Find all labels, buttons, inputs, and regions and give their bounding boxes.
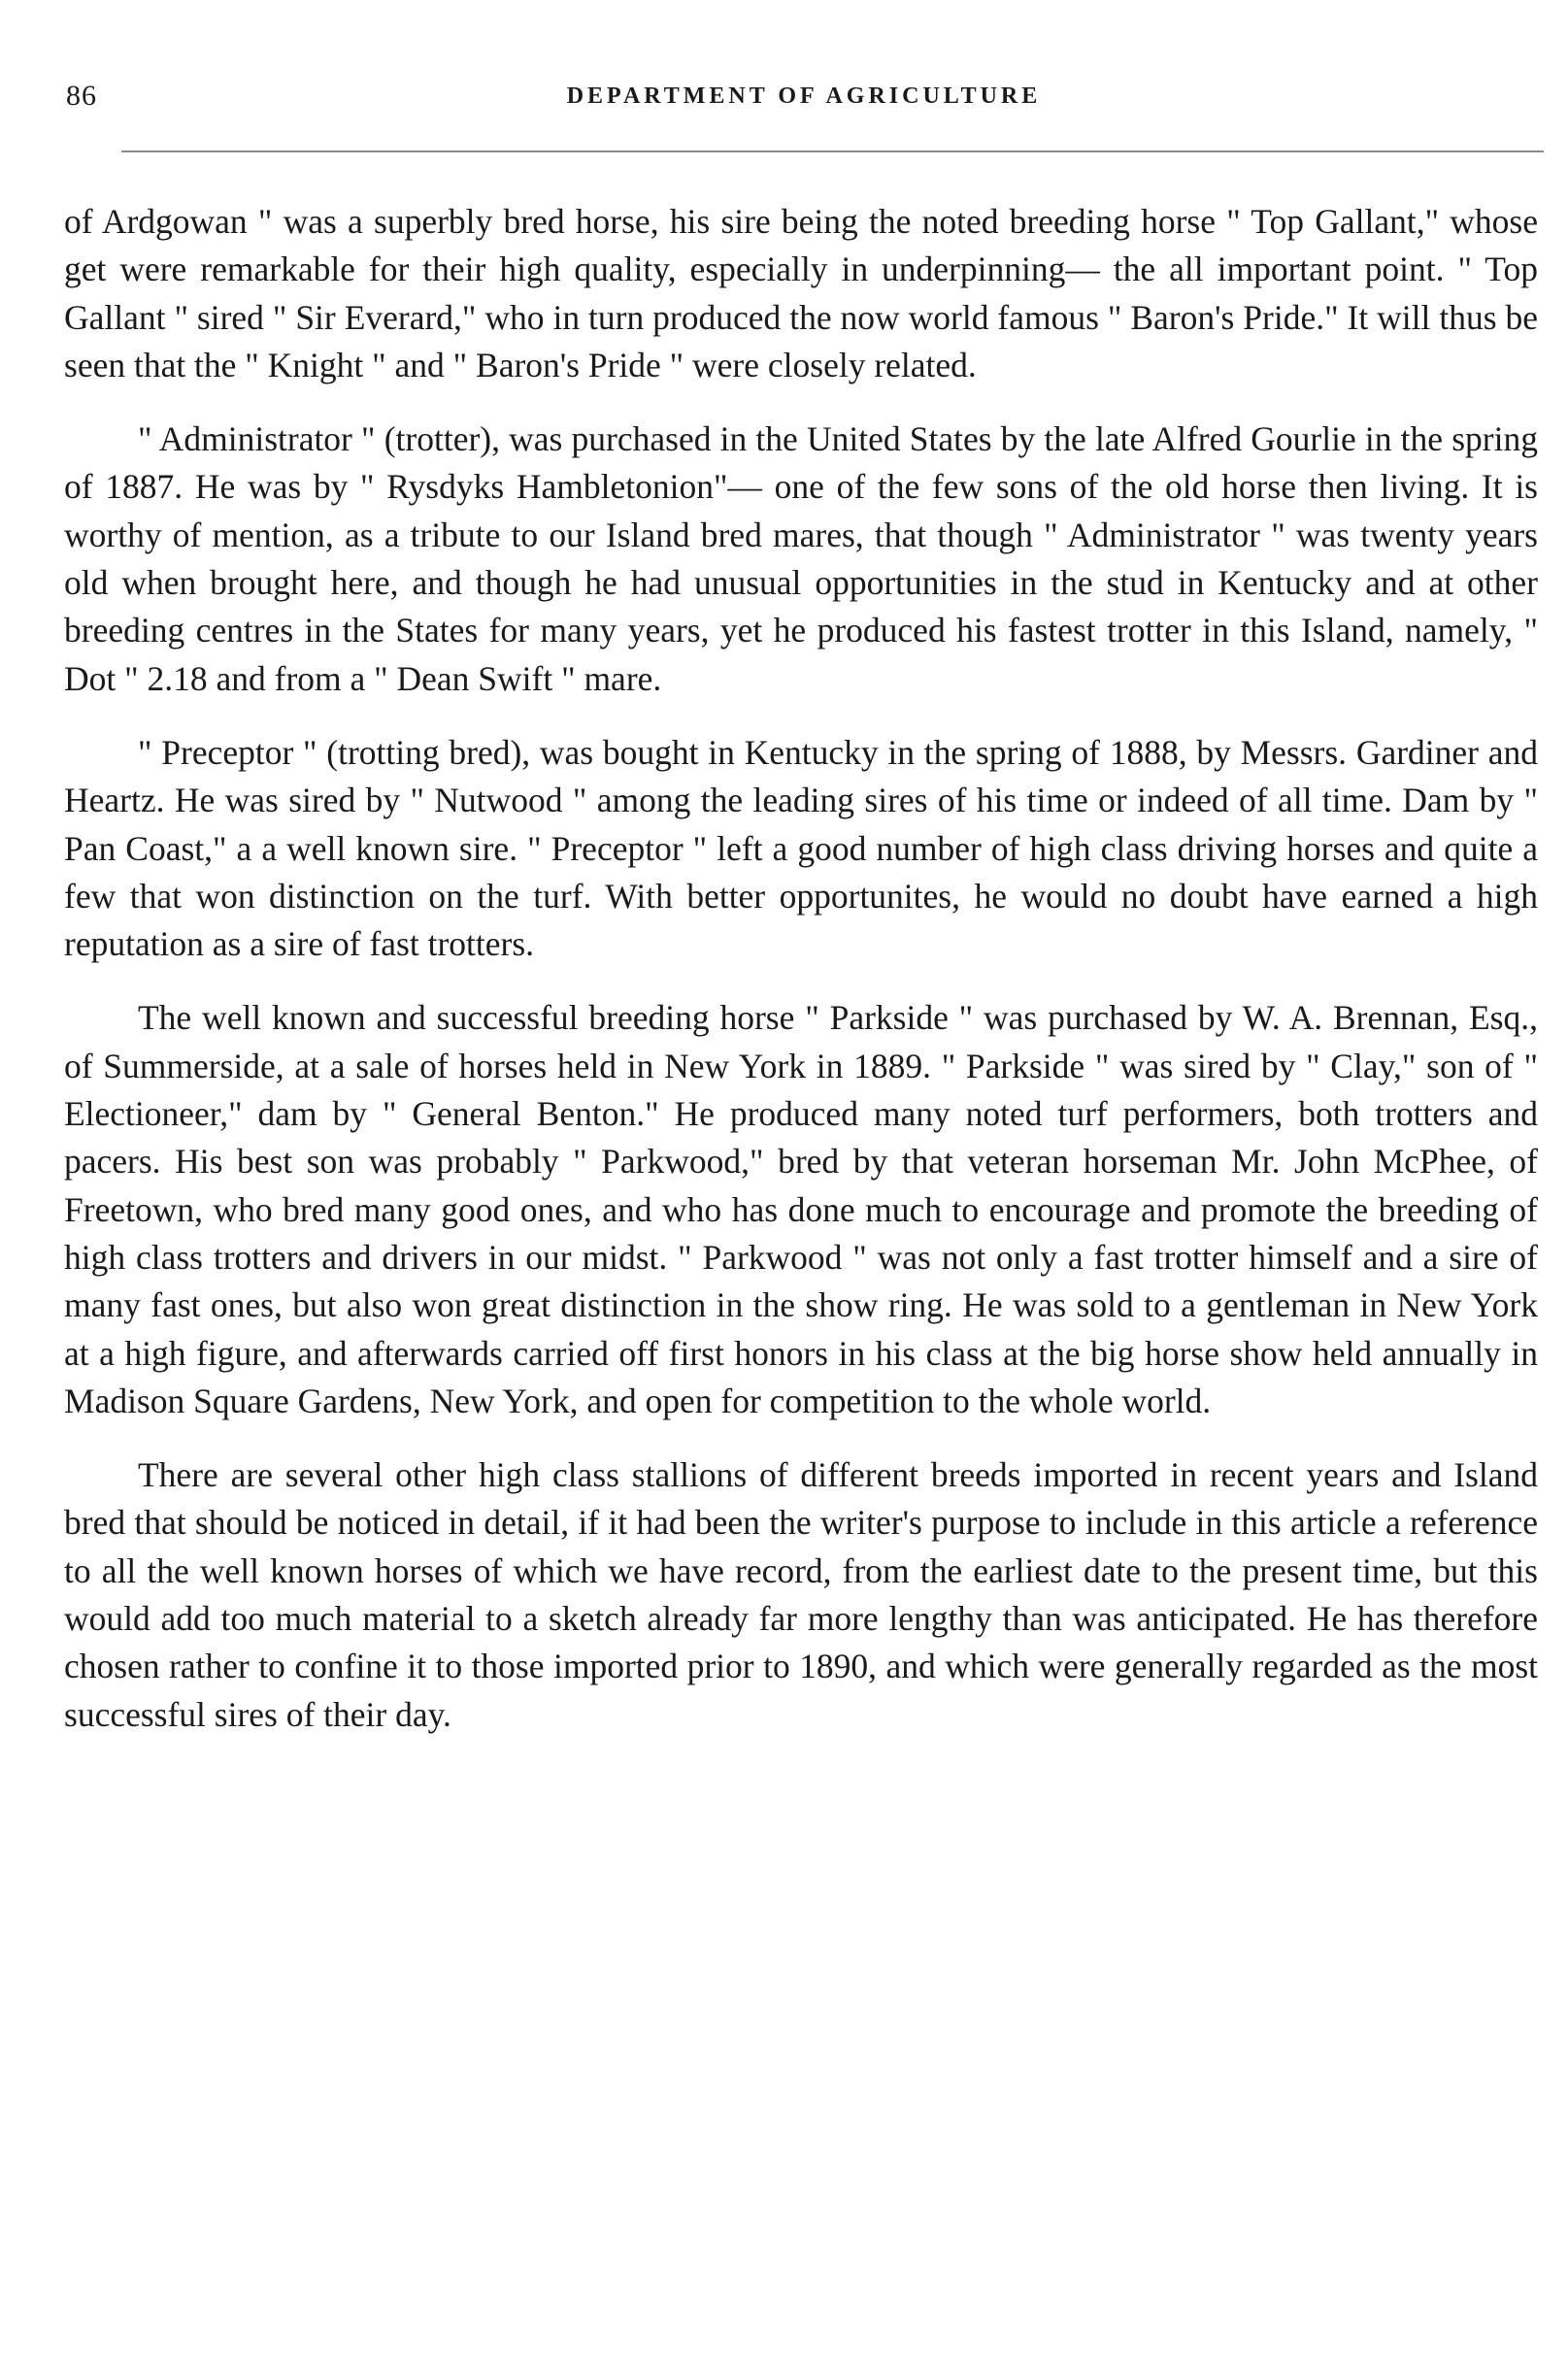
page-number: 86 (66, 80, 97, 112)
body-text (64, 198, 1538, 1765)
paragraph-administrator: " Administrator " (trotter), was purchased in the United States by the late Alfred Gourlie in the spring of 1887. He was by " Rysdyks Hambletonion"— one of the few sons of the old horse then living. It is worthy of mention, as a tribute to our Island bred mares, that though " Administrator " was twenty years old when brought here, and though he had unusual opportunities in the stud in Kentucky and at other breeding centres in the States for many years, yet he produced his fastest trotter in this Island, namely, " Dot " 2.18 and from a " Dean Swift " mare. (64, 419, 1538, 698)
paragraph-preceptor: " Preceptor " (trotting bred), was bought in Kentucky in the spring of 1888, by Messrs. Gardiner and Heartz. He was sired by " Nutwood " among the leading sires of his time or indeed of all time. Dam by " Pan Coast," a a well known sire. " Preceptor " left a good number of high class driving horses and quite a few that won distinction on the turf. With better opportunites, he would no doubt have earned a high reputation as a sire of fast trotters. (64, 732, 1538, 964)
paragraph-parkside: The well known and successful breeding horse " Parkside " was purchased by W. A. Brennan, Esq., of Summerside, at a sale of horses held in New York in 1889. " Parkside " was sired by " Clay," son of " Electioneer," dam by " General Benton." He produced many noted turf performers, both trotters and pacers. His best son was probably " Parkwood," bred by that veteran horseman Mr. John McPhee, of Freetown, who bred many good ones, and who has done much to encourage and promote the breeding of high class trotters and drivers in our midst. " Parkwood " was not only a fast trotter himself and a sire of many fast ones, but also won great distinction in the show ring. He was sold to a gentleman in New York at a high figure, and afterwards carried off first honors in his class at the big horse show held annually in Madison Square Gardens, New York, and open for competition to the whole world. (64, 998, 1538, 1420)
paragraph-ardgowan: of Ardgowan " was a superbly bred horse, his sire being the noted breeding horse " Top Gallant," whose get were remarkable for their high quality, especially in underpinning— the all important point. " Top Gallant " sired " Sir Everard," who in turn produced the now world famous " Baron's Pride." It will thus be seen that the " Knight " and " Baron's Pride " were closely related. (64, 202, 1538, 384)
running-head: DEPARTMENT OF AGRICULTURE (566, 83, 1042, 109)
header-rule (121, 150, 1544, 152)
page-header (66, 80, 1542, 118)
paragraph-other-stallions: There are several other high class stallions of different breeds imported in recent years and Island bred that should be noticed in detail, if it had been the writer's purpose to include in this article a reference to all the well known horses of which we have record, from the earliest date to the present time, but this would add too much material to a sketch already far more lengthy than was anticipated. He has therefore chosen rather to confine it to those imported prior to 1890, and which were generally regarded as the most successful sires of their day. (64, 1455, 1538, 1734)
